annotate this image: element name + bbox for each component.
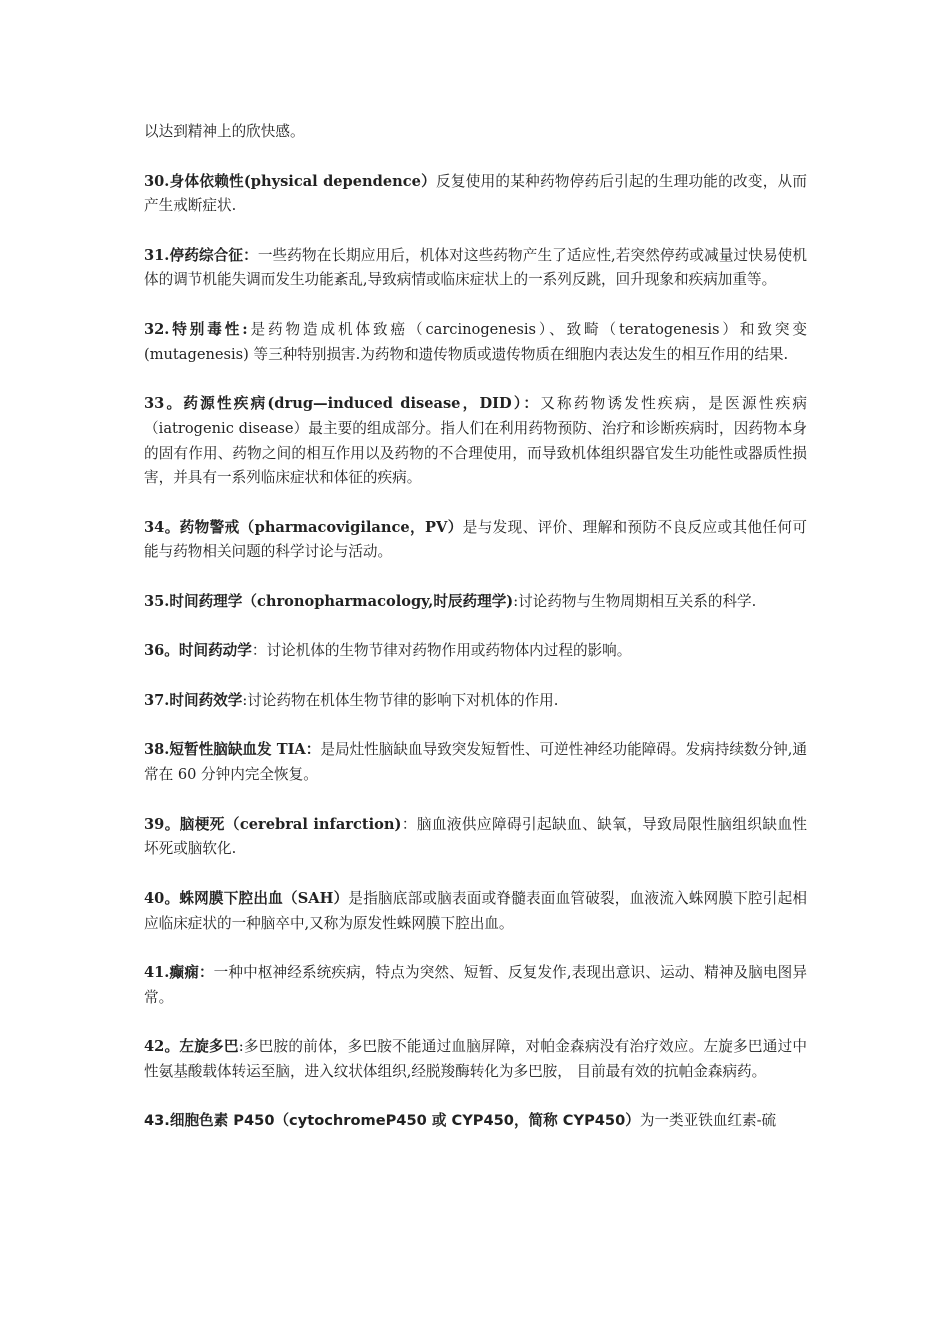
entry-31 [144, 244, 807, 293]
term-physical-dependence: 30.身体依赖性(physical dependence） [144, 172, 437, 190]
entry-40 [144, 887, 807, 936]
entry-32 [144, 318, 807, 367]
term-epilepsy: 41.癫痫： [144, 964, 214, 982]
paragraph-text: 以达到精神上的欣快感。 [144, 123, 305, 140]
paragraph-continuation [144, 120, 807, 145]
definition-text: ：讨论机体的生物节律对药物作用或药物体内过程的影响。 [251, 642, 632, 660]
term-chronopharmacokinetics: 36。时间药动学 [144, 642, 252, 660]
definition-text: 一种中枢神经系统疾病，特点为突然、短暂、反复发作,表现出意识、运动、精神及脑电图异常。 [144, 964, 807, 1006]
document-body [144, 120, 807, 1159]
definition-text: 是局灶性脑缺血导致突发短暂性、可逆性神经功能障碍。发病持续数分钟,通常在 60 分钟内完全恢复。 [144, 741, 807, 784]
definition-text: 为一类亚铁血红素-硫 [639, 1112, 777, 1130]
definition-text: 是指脑底部或脑表面或脊髓表面血管破裂，血液流入蛛网膜下腔引起相应临床症状的一种脑卒中,又称为原发性蛛网膜下腔出血。 [144, 889, 807, 932]
term-chronopharmacology: 35.时间药理学（chronopharmacology,时辰药理学) [144, 592, 514, 610]
term-sah: 40。蛛网膜下腔出血（SAH） [144, 889, 349, 907]
term-pharmacovigilance: 34。药物警戒（pharmacovigilance，PV） [144, 518, 463, 536]
entry-30 [144, 170, 807, 219]
definition-text: ：脑血液供应障碍引起缺血、缺氧，导致局限性脑组织缺血性坏死或脑软化. [144, 815, 807, 858]
term-tia: 38.短暂性脑缺血发 TIA： [144, 741, 321, 759]
definition-text: 是与发现、评价、理解和预防不良反应或其他任何可能与药物相关问题的科学讨论与活动。 [144, 518, 807, 561]
definition-text: 又称药物诱发性疾病，是医源性疾病（iatrogenic disease）最主要的组成部分。指人们在利用药物预防、治疗和诊断疾病时，因药物本身的固有作用、药物之间的相互作用以及药物的不合理使用，而导致机体组织器官发生功能性或器质性损害，并具有一系列临床症状和体征的疾病。 [144, 395, 807, 487]
entry-42 [144, 1035, 807, 1084]
term-withdrawal-syndrome: 31.停药综合征： [144, 246, 258, 264]
entry-41 [144, 961, 807, 1010]
definition-text: 一些药物在长期应用后，机体对这些药物产生了适应性,若突然停药或减量过快易使机体的调节机能失调而发生功能紊乱,导致病情或临床症状上的一系列反跳，回升现象和疾病加重等。 [144, 246, 807, 289]
term-special-toxicity: 32.特别毒性: [144, 320, 248, 338]
entry-33 [144, 392, 807, 491]
term-chronopharmacodynamics: 37.时间药效学 [144, 691, 243, 709]
definition-text: :讨论药物与生物周期相互关系的科学. [513, 592, 757, 610]
term-drug-induced-disease: 33。药源性疾病(drug—induced disease，DID）： [144, 395, 541, 413]
entry-38 [144, 738, 807, 787]
term-cytochrome-p450: 43.细胞色素 P450（cytochromeP450 或 CYP450，简称 CYP450） [144, 1112, 640, 1130]
entry-36 [144, 639, 807, 664]
term-cerebral-infarction: 39。脑梗死（cerebral infarction) [144, 815, 402, 833]
definition-text: 反复使用的某种药物停药后引起的生理功能的改变，从而产生戒断症状. [144, 172, 807, 215]
entry-34 [144, 516, 807, 565]
entry-35 [144, 590, 807, 615]
definition-text: :讨论药物在机体生物节律的影响下对机体的作用. [242, 691, 559, 709]
entry-37 [144, 689, 807, 714]
entry-43 [144, 1109, 807, 1134]
definition-text: :多巴胺的前体，多巴胺不能通过血脑屏障，对帕金森病没有治疗效应。左旋多巴通过中性氨基酸载体转运至脑，进入纹状体组织,经脱羧酶转化为多巴胺， 目前最有效的抗帕金森病药。 [144, 1038, 808, 1080]
definition-text: 是药物造成机体致癌（carcinogenesis）、致畸（teratogenesis）和致突变(mutagenesis) 等三种特别损害.为药物和遗传物质或遗传物质在细胞内表达发生的相互作用的结果. [144, 320, 807, 363]
entry-39 [144, 813, 807, 862]
term-levodopa: 42。左旋多巴 [144, 1038, 239, 1056]
